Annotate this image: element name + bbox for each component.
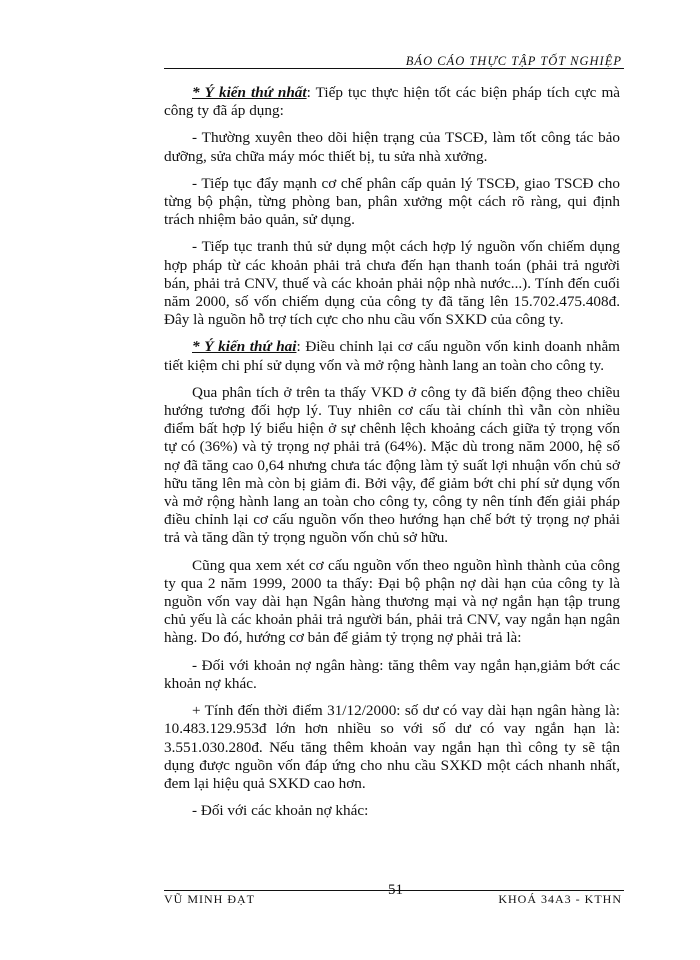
footer-author: VŨ MINH ĐẠT <box>164 892 255 906</box>
header-rule <box>164 68 624 69</box>
footer-course: KHOÁ 34A3 - KTHN <box>498 892 622 906</box>
opinion-one-label: * Ý kiến thứ nhất <box>192 84 307 101</box>
paragraph-other-debts: - Đối với các khoản nợ khác: <box>192 802 369 820</box>
page-number: 51 <box>388 882 403 898</box>
paragraph-balance-comparison: + Tính đến thời điểm 31/12/2000: số dư có vay dài hạn ngân hàng là: 10.483.129.953đ lớn hơn nhiều so với số dư có vay ngắn hạn là: 3.551.030.280đ. Nếu tăng thêm khoản vay ngắn hạn thì công ty sẽ tận dụng được nguồn vốn đáp ứng cho nhu cầu SXKD một cách nhanh nhất, đem lại hiệu quả SXKD cao hơn. <box>164 702 620 792</box>
paragraph-opinion-one <box>164 84 620 120</box>
document-body <box>164 84 620 829</box>
paragraph-asset-management: - Tiếp tục đẩy mạnh cơ chế phân cấp quản lý TSCĐ, giao TSCĐ cho từng bộ phận, từng phòng ban, phân xưởng một cách rõ ràng, qui định trách nhiệm bảo quản, sử dụng. <box>164 174 620 229</box>
opinion-two-label: * Ý kiến thứ hai <box>192 338 297 356</box>
paragraph-funding-sources: Cũng qua xem xét cơ cấu nguồn vốn theo nguồn hình thành của công ty qua 2 năm 1999, 2000 ta thấy: Đại bộ phận nợ dài hạn của công ty là nguồn vốn vay dài hạn Ngân hàng thương mại và nợ ngắn hạn tập trung chủ yếu là các khoản phải trả người bán, phải trả CNV, vay ngắn hạn ngân hàng. Do đó, hướng cơ bản để giảm tỷ trọng nợ phải trả là: <box>164 556 620 647</box>
paragraph-bank-debt: - Đối với khoản nợ ngân hàng: tăng thêm vay ngắn hạn,giảm bớt các khoản nợ khác. <box>164 656 620 692</box>
header-title: BÁO CÁO THỰC TẬP TỐT NGHIỆP <box>405 54 622 68</box>
paragraph-capital-structure-analysis: Qua phân tích ở trên ta thấy VKD ở công ty đã biến động theo chiều hướng tương đối hợp lý. Tuy nhiên cơ cấu tài chính thì vẫn còn nhiều điểm bất hợp lý biểu hiện ở sự chênh lệch khoảng cách giữa tỷ trọng vốn tự có (36%) và tỷ trọng nợ phải trả (64%). Mặc dù trong năm 2000, hệ số nợ đã tăng cao 0,64 nhưng chưa tác động làm tỷ suất lợi nhuận vốn chủ sở hữu tăng lên mà còn bị giảm đi. Bởi vậy, để giảm bớt chi phí sử dụng vốn và mở rộng hành lang an toàn cho công ty, công ty nên tính đến giải pháp điều chỉnh lại cơ cấu nguồn vốn theo hướng hạn chế bớt tỷ trọng nợ phải trả và tăng dần tỷ trọng nguồn vốn chủ sở hữu. <box>164 383 620 547</box>
paragraph-opinion-two <box>164 338 620 374</box>
paragraph-appropriated-capital: - Tiếp tục tranh thủ sử dụng một cách hợp lý nguồn vốn chiếm dụng hợp pháp từ các khoản phải trả chưa đến hạn thanh toán (phải trả người bán, phải trả CNV, thuế và các khoản phải nộp nhà nước...). Tính đến cuối năm 2000, số vốn chiếm dụng của công ty đã tăng lên 15.702.475.408đ. Đây là nguồn hỗ trợ tích cực cho nhu cầu vốn SXKD của công ty. <box>164 238 620 329</box>
paragraph-maintenance: - Thường xuyên theo dõi hiện trạng của TSCĐ, làm tốt công tác bảo dưỡng, sửa chữa máy móc thiết bị, tu sửa nhà xưởng. <box>164 129 620 165</box>
opinion-two-text: : Điều chỉnh lại cơ cấu nguồn vốn kinh doanh nhằm tiết kiệm chi phí sử dụng vốn và mở rộng hành lang an toàn cho công ty. <box>164 338 620 374</box>
opinion-one-text: : Tiếp tục thực hiện tốt các biện pháp tích cực mà công ty đã áp dụng: <box>164 84 621 120</box>
